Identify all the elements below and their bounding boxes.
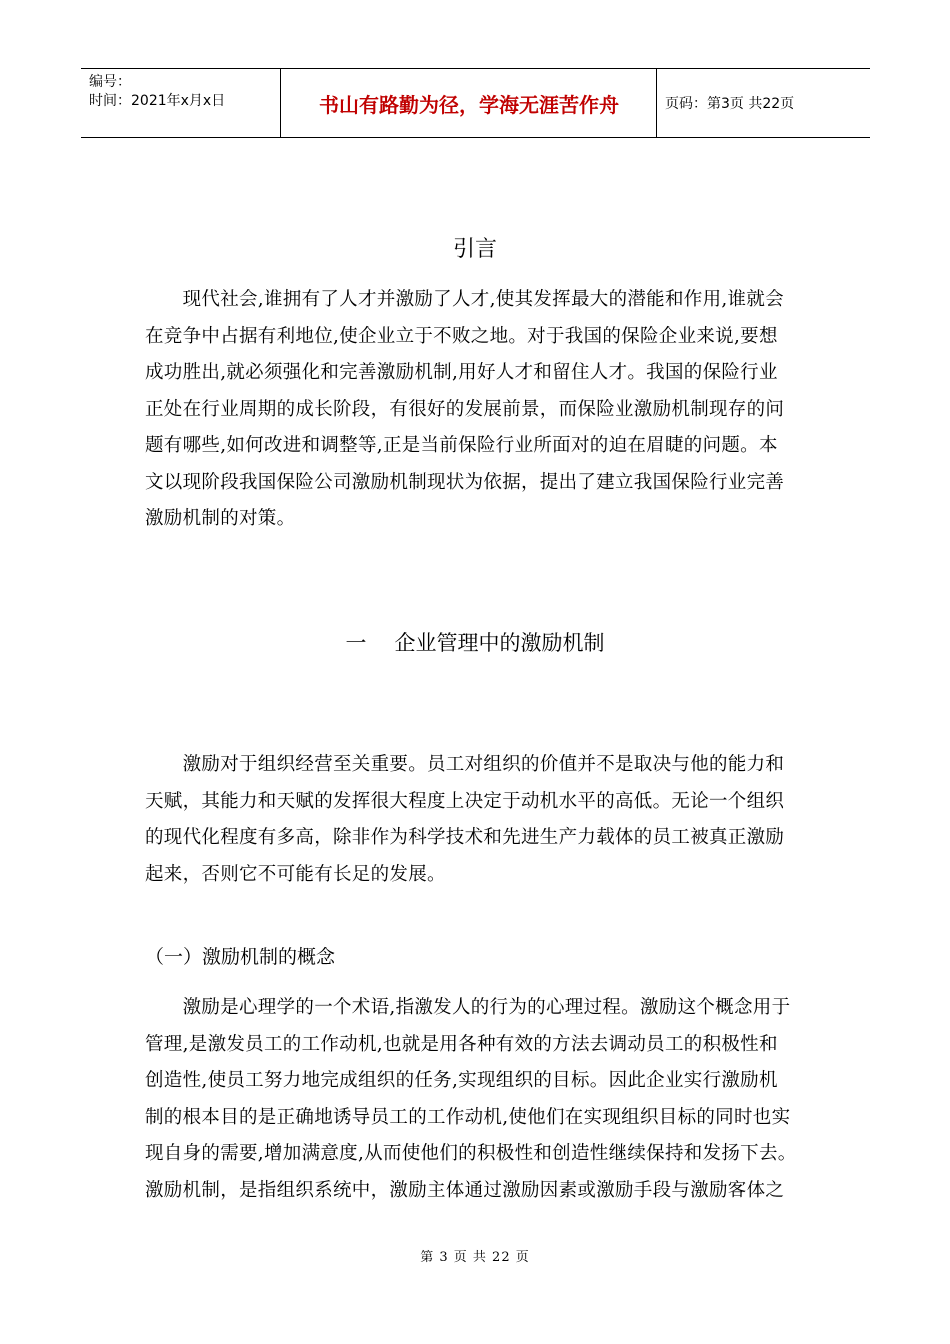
text-line: 管理,是激发员工的工作动机,也就是用各种有效的方法去调动员工的积极性和 <box>145 1033 778 1055</box>
section-title-text: 企业管理中的激励机制 <box>394 631 605 655</box>
header-table <box>81 68 870 138</box>
text-line: 的现代化程度有多高，除非作为科学技术和先进生产力载体的员工被真正激励 <box>145 827 785 848</box>
section-title <box>0 627 950 657</box>
text-line: 现自身的需要,增加满意度,从而使他们的积极性和创造性继续保持和发扬下去。 <box>145 1143 797 1164</box>
text-line: 起来，否则它不可能有长足的发展。 <box>145 863 446 885</box>
text-line: 激励对于组织经营至关重要。员工对组织的价值并不是取决与他的能力和 <box>145 754 785 775</box>
intro-title: 引言 <box>452 237 497 262</box>
header-page-cell <box>657 69 870 137</box>
text-line: 文以现阶段我国保险公司激励机制现状为依据，提出了建立我国保险行业完善 <box>145 471 785 493</box>
text-line: 现代社会,谁拥有了人才并激励了人才,使其发挥最大的潜能和作用,谁就会 <box>145 289 784 310</box>
header-meta-cell <box>81 69 281 137</box>
section-number: 一 <box>345 631 367 655</box>
text-line: 天赋，其能力和天赋的发挥很大程度上决定于动机水平的高低。无论一个组织 <box>145 790 785 812</box>
number-label: 编号： <box>89 74 131 90</box>
text-line: 创造性,使员工努力地完成组织的任务,实现组织的目标。因此企业实行激励机 <box>145 1070 778 1091</box>
text-line: 题有哪些,如何改进和调整等,正是当前保险行业所面对的迫在眉睫的问题。本 <box>145 435 778 456</box>
text-line: 成功胜出,就必须强化和完善激励机制,用好人才和留住人才。我国的保险行业 <box>145 362 778 383</box>
page-info: 页码：第3页 共22页 <box>665 96 795 112</box>
motto-text: 书山有路勤为径，学海无涯苦作舟 <box>319 92 619 117</box>
page-footer: 第 3 页 共 22 页 <box>420 1250 530 1265</box>
text-line: 激励机制的对策。 <box>145 508 296 529</box>
text-line: 制的根本目的是正确地诱导员工的工作动机,使他们在实现组织目标的同时也实 <box>145 1106 791 1128</box>
intro-paragraph <box>145 282 805 538</box>
text-line: 正处在行业周期的成长阶段，有很好的发展前景，而保险业激励机制现存的问 <box>145 398 785 420</box>
text-line: 激励机制，是指组织系统中，激励主体通过激励因素或激励手段与激励客体之 <box>145 1179 785 1201</box>
time-label: 时间：2021年x月x日 <box>89 93 226 109</box>
subsection-paragraph <box>145 990 805 1209</box>
text-line: 在竞争中占据有利地位,使企业立于不败之地。对于我国的保险企业来说,要想 <box>145 325 778 347</box>
subsection-title: （一）激励机制的概念 <box>145 946 336 968</box>
section-paragraph <box>145 747 805 893</box>
header-motto-cell <box>282 69 657 137</box>
text-line: 激励是心理学的一个术语,指激发人的行为的心理过程。激励这个概念用于 <box>145 997 791 1018</box>
